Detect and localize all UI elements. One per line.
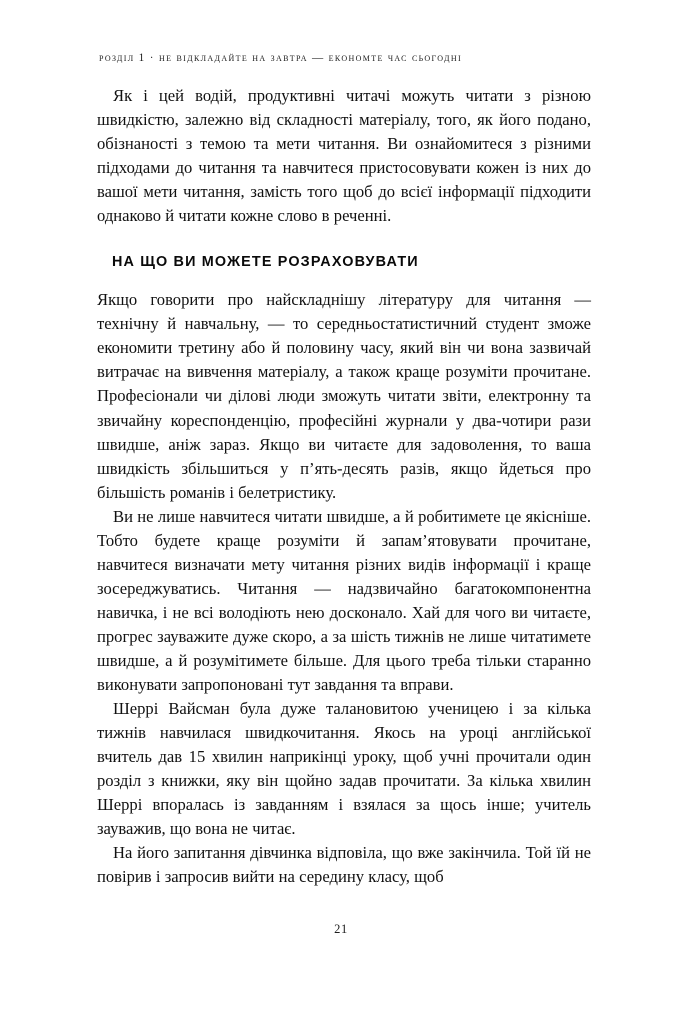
- section-heading: НА ЩО ВИ МОЖЕТЕ РОЗРАХОВУВАТИ: [112, 254, 419, 271]
- paragraph-4: Шеррі Вайсман була дуже талановитою ученицею і за кілька тижнів навчилася швидкочитання. Якось на уроці англійської вчитель дав 15 хвилин наприкінці уроку, щоб учні прочитали один розділ з книжки, яку він щойно задав прочитати. За кілька хвилин Шеррі впоралась із завданням і взялася за щось інше; учитель зауважив, що вона не читає.: [97, 699, 591, 839]
- paragraph-1: Як і цей водій, продуктивні читачі можуть читати з різною швидкістю, залежно від складності матеріалу, того, як його подано, обізнаності з темою та мети читання. Ви ознайомитеся з різними підходами до читання та навчитеся пристосовувати кожен із них до вашої мети читання, замість того щоб до всієї інформації підходити однаково й читати кожне слово в реченні.: [97, 86, 591, 226]
- paragraph-2: Якщо говорити про найскладнішу літературу для читання — технічну й навчальну, — то середньостатистичний студент зможе економити третину або й половину часу, який він чи вона зазвичай витрачає на вивчення матеріалу, а також краще розуміти прочитане. Професіонали чи ділові люди зможуть читати звіти, електронну та звичайну кореспонденцію, професійні журнали у два-чотири рази швидше, аніж зараз. Якщо ви читаєте для задоволення, то ваша швидкість збільшиться у п’ять-десять разів, якщо йдеться про більшість романів і белетристику.: [97, 290, 591, 502]
- paragraph-3: Ви не лише навчитеся читати швидше, а й робитимете це якісніше. Тобто будете краще розуміти й запам’ятовувати прочитане, навчитеся визначати мету читання різних видів інформації і краще зосереджуватись. Читання — надзвичайно багатокомпонентна навичка, і не всі володіють нею досконало. Хай для чого ви читаєте, прогрес зауважите дуже скоро, а за шість тижнів не лише читатимете швидше, а й розумітимете більше. Для цього треба тільки старанно виконувати запропоновані тут завдання та вправи.: [97, 506, 591, 695]
- section-heading-wrap: [97, 228, 591, 288]
- running-head: розділ 1 · не відкладайте на завтра — економте час сьогодні: [99, 52, 462, 64]
- text-column: [97, 84, 591, 889]
- paragraph-5: На його запитання дівчинка відповіла, що вже закінчила. Той їй не повірив і запросив вийти на середину класу, щоб: [97, 843, 591, 887]
- page-number: 21: [334, 922, 348, 936]
